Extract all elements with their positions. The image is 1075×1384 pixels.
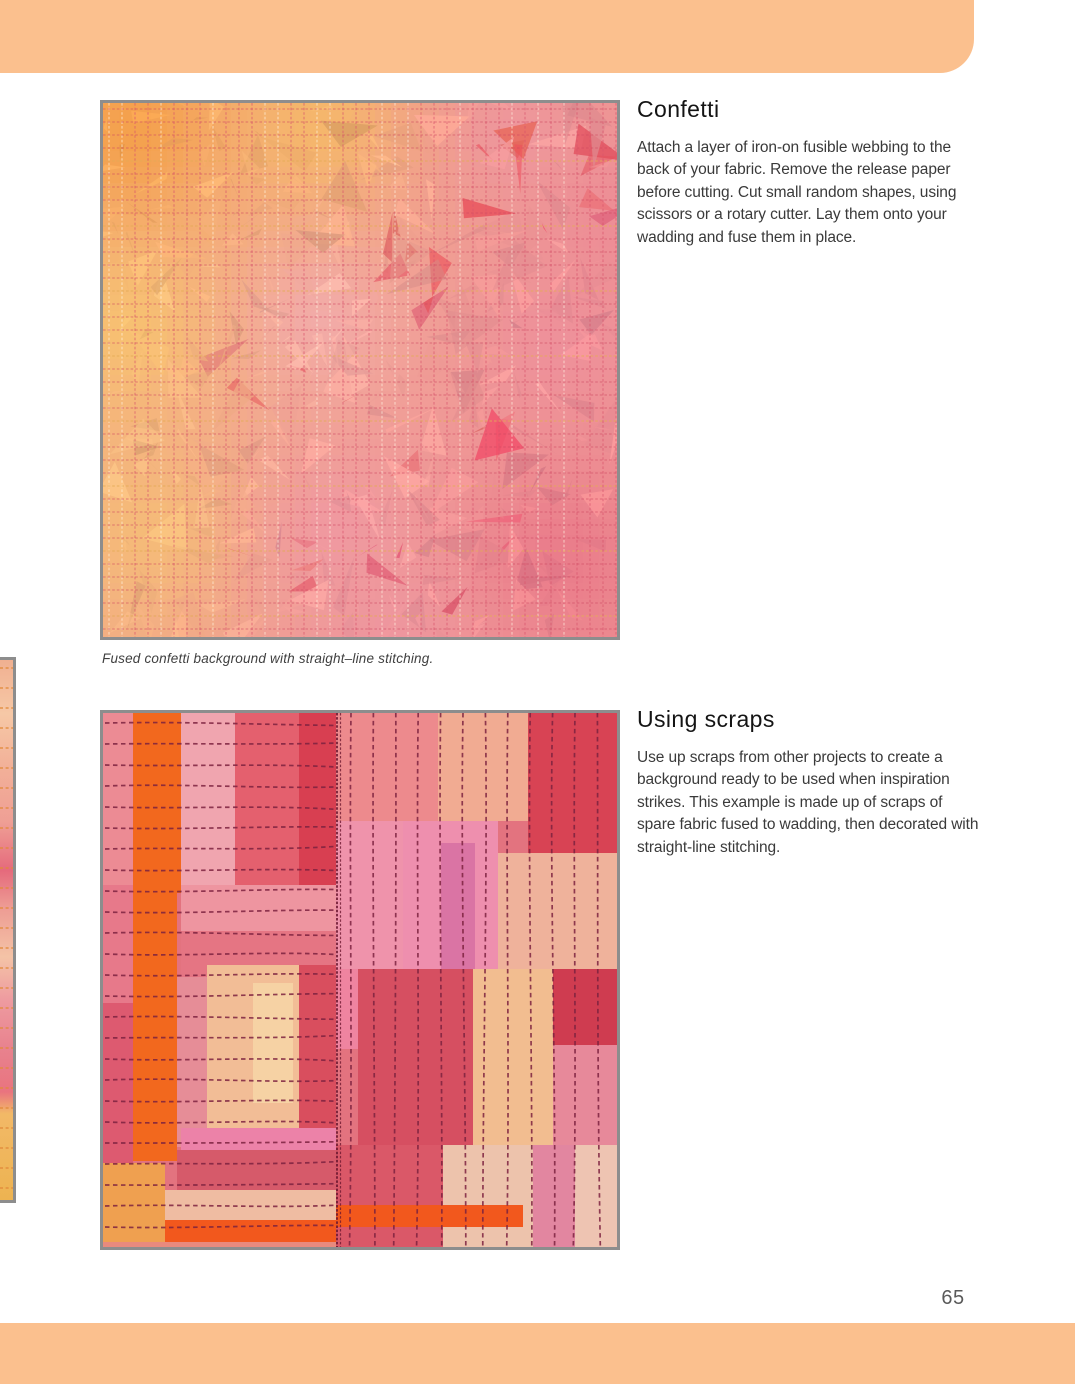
confetti-section [637,96,982,249]
confetti-body: Attach a layer of iron-on fusible webbing to the back of your fabric. Remove the release paper before cutting. Cut small random shapes, using scissors or a rotary cutter. Lay them onto your wadding and fuse them in place. [637,139,957,246]
footer-accent-bar [0,1323,1075,1384]
using-scraps-heading: Using scraps [637,706,775,732]
scraps-photo [100,710,620,1250]
using-scraps-body: Use up scraps from other projects to create a background ready to be used when inspiration strikes. This example is made up of scraps of spare fabric fused to wadding, then decorated with straight-line stitching. [637,749,979,856]
scraps-photo-canvas [103,713,617,1247]
confetti-photo [100,100,620,640]
adjacent-photo-canvas [0,660,13,1200]
confetti-caption: Fused confetti background with straight–line stitching. [102,651,434,666]
confetti-heading: Confetti [637,96,720,122]
page-number: 65 [941,1287,965,1309]
header-accent-bar [0,0,974,73]
using-scraps-section [637,706,982,859]
adjacent-page-photo-sliver [0,657,16,1203]
confetti-photo-canvas [103,103,617,637]
